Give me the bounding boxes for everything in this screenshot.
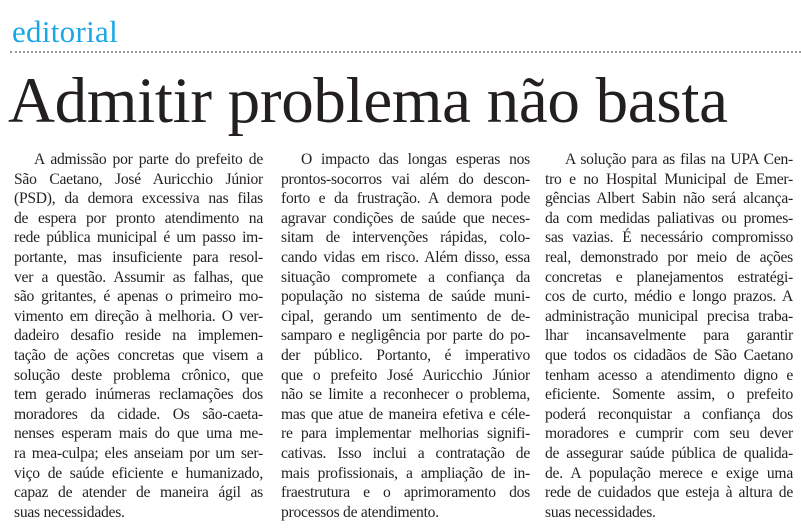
dotted-divider: [10, 51, 801, 53]
text-line: real, demonstrado por meio de ações: [545, 248, 793, 266]
text-line: de espera por pronto atendimento na: [14, 209, 263, 227]
text-line: der público. Portanto, é imperativo: [281, 346, 530, 364]
text-line: administração municipal precisa traba-: [545, 307, 793, 325]
text-line: processos de atendimento.: [281, 503, 439, 521]
text-line: cativas. Isso inclui a contratação de: [281, 444, 530, 462]
text-line: que o prefeito José Auricchio Júnior: [281, 366, 530, 384]
text-line: cando vidas em risco. Além disso, essa: [281, 248, 530, 266]
text-line: eficiente. Somente assim, o prefeito: [545, 386, 793, 404]
text-line: gências Albert Sabin não será alcança-: [545, 190, 793, 208]
section-label: editorial: [12, 14, 118, 49]
text-line: ver a questão. Assumir as falhas, que: [14, 268, 263, 286]
text-line: poderá reconquistar a confiança dos: [545, 405, 793, 423]
text-line: cos de curto, médio e longo prazos. A: [545, 288, 793, 306]
text-line: moradores e cumprir com seu dever: [545, 425, 793, 443]
text-line: situação compromete a confiança da: [281, 268, 530, 286]
text-line: tação de ações concretas que visem a: [14, 346, 263, 364]
headline: Admitir problema não basta: [8, 65, 728, 137]
text-line: O impacto das longas esperas nos: [301, 151, 530, 168]
text-line: agravar condições de saúde que neces-: [281, 209, 530, 227]
text-line: população no sistema de saúde muni-: [281, 288, 530, 306]
article-column-1: [14, 150, 263, 522]
article-column-2: [281, 150, 530, 522]
text-line: fraestrutura e o aprimoramento dos: [281, 484, 530, 502]
text-line: vimento em direção à melhoria. O ver-: [14, 307, 263, 325]
text-line: de. A população merece e exige uma: [545, 464, 793, 482]
text-line: mas que atue de maneira efetiva e céle-: [281, 405, 530, 423]
text-line: moradores da cidade. Os são-caeta-: [14, 405, 263, 423]
text-line: suas necessidades.: [545, 503, 656, 521]
text-line: que todos os cidadãos de São Caetano: [545, 346, 793, 364]
text-line: cipal, gerando um sentimento de de-: [281, 307, 530, 325]
text-line: tro e no Hospital Municipal de Emer-: [545, 170, 793, 188]
text-line: A admissão por parte do prefeito de: [34, 151, 263, 168]
article-column-3: [545, 150, 793, 522]
text-line: mais profissionais, a ampliação de in-: [281, 464, 530, 482]
text-line: re para implementar melhorias signifi-: [281, 425, 530, 443]
text-line: tenham acesso a atendimento digno e: [545, 366, 793, 384]
text-line: samparo e negligência por parte do po-: [281, 327, 530, 345]
text-line: dadeiro desafio reside na implemen-: [14, 327, 263, 345]
text-line: nenses esperam mais do que uma me-: [14, 425, 263, 443]
text-line: portante, mas insuficiente para resol-: [14, 248, 263, 266]
text-line: suas necessidades.: [14, 503, 125, 521]
text-line: concretas e planejamentos estratégi-: [545, 268, 793, 286]
text-line: ra mea-culpa; eles anseiam por um ser-: [14, 444, 263, 462]
text-line: viço de saúde eficiente e humanizado,: [14, 464, 263, 482]
text-line: tem gerado inúmeras reclamações dos: [14, 386, 263, 404]
text-line: rede pública municipal é um passo im-: [14, 229, 263, 247]
text-line: rede de cuidados que esteja à altura de: [545, 484, 793, 502]
text-line: de assegurar saúde pública de qualida-: [545, 444, 793, 462]
text-line: capaz de atender de maneira ágil as: [14, 484, 263, 502]
text-line: sitam de intervenções rápidas, colo-: [281, 229, 530, 247]
text-line: da com medidas paliativas ou promes-: [545, 209, 793, 227]
text-line: são gritantes, é apenas o primeiro mo-: [14, 288, 263, 306]
text-line: sas vazias. É necessário compromisso: [545, 229, 793, 247]
text-line: lhar incansavelmente para garantir: [545, 327, 793, 345]
text-line: São Caetano, José Auricchio Júnior: [14, 170, 263, 188]
text-line: forto e da frustração. A demora pode: [281, 190, 530, 208]
text-line: solução deste problema crônico, que: [14, 366, 263, 384]
text-line: não se limite a reconhecer o problema,: [281, 386, 530, 404]
text-line: prontos-socorros vai além do descon-: [281, 170, 530, 188]
text-line: (PSD), da demora excessiva nas filas: [14, 190, 263, 208]
text-line: A solução para as filas na UPA Cen-: [565, 151, 793, 168]
